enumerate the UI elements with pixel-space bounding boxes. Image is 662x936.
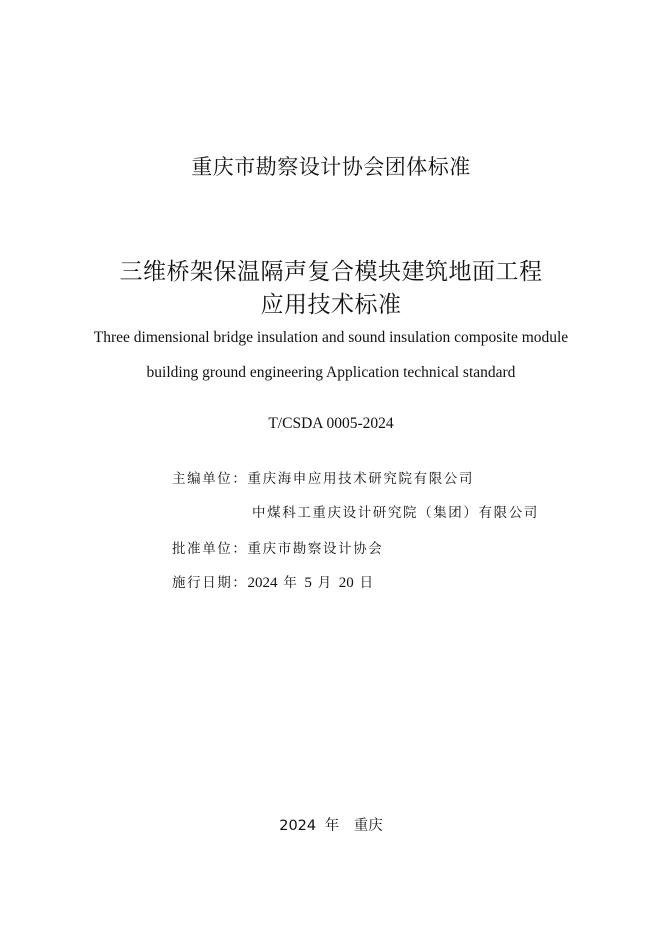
editor-label: 主编单位： bbox=[172, 471, 248, 487]
editor-organization-1: 重庆海申应用技术研究院有限公司 bbox=[247, 471, 474, 487]
editor-row bbox=[172, 467, 474, 487]
standard-title-line-1: 三维桥架保温隔声复合模块建筑地面工程 bbox=[119, 259, 543, 285]
approver-row bbox=[172, 537, 383, 557]
date-year: 2024 bbox=[247, 575, 278, 591]
date-month: 5 bbox=[304, 575, 312, 591]
effective-date-row bbox=[172, 571, 375, 592]
english-title-line-1: Three dimensional bridge insulation and sound insulation composite module bbox=[93, 329, 569, 346]
standard-title-line-2: 应用技术标准 bbox=[260, 292, 402, 318]
date-day: 20 bbox=[338, 575, 354, 591]
english-title-line-2: building ground engineering Application technical standard bbox=[146, 364, 516, 381]
approver-label: 批准单位： bbox=[172, 541, 248, 557]
approver-organization: 重庆市勘察设计协会 bbox=[247, 541, 384, 557]
organization-title: 重庆市勘察设计协会团体标准 bbox=[191, 155, 471, 179]
date-year-unit: 年 bbox=[277, 575, 305, 591]
date-label: 施行日期： bbox=[172, 575, 248, 591]
standard-code: T/CSDA 0005-2024 bbox=[268, 415, 394, 432]
date-day-unit: 日 bbox=[353, 575, 375, 591]
date-month-unit: 月 bbox=[311, 575, 339, 591]
footer-year-place: 2024 年 重庆 bbox=[279, 818, 383, 834]
editor-organization-2: 中煤科工重庆设计研究院（集团）有限公司 bbox=[252, 505, 539, 521]
